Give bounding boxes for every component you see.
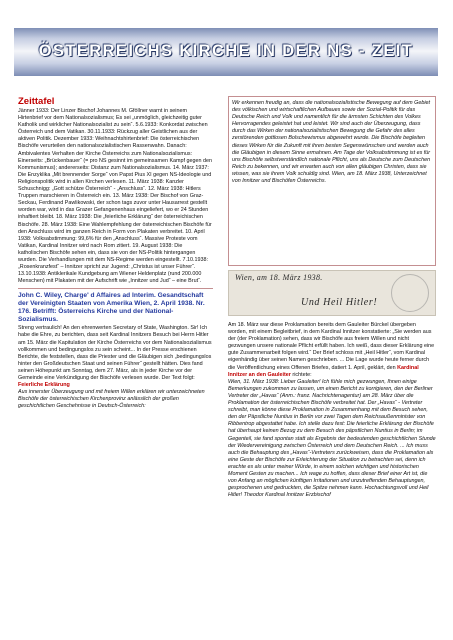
declaration-intro: Aus innerster Überzeugung und mit freiem Willen erklären wir unterzeichneten Bischöfe der österreichischen Kirchenprovinz anlässlich der großen geschichtlichen Geschehnisse in Deutsch-Österreich: [18, 389, 205, 410]
signature-facsimile [228, 270, 436, 316]
letter-text: Wien, 31. März 1938: Lieber Gauleiter! Ich fühle mich gezwungen, Ihnen einige Bemerkungen zukommen zu lassen, um einen Bericht zu korrigieren, den der Berliner Vertreter der „Havas“ (Anm.: franz. Nachrichtenagentur) am 28. März über die Proklamation der österreichischen Bischöfe verbreitet hat. Der „Havas“ - Vertreter schreibt, man könne diese Proklamation in Zusammenhang mit dem Besuch sehen, den der Päpstliche Nuntius in Berlin vor zwei Tagen dem Reichsaußenminister von Ribbentrop abgestattet habe. Ich stelle dazu fest: Die feierliche Erklärung der Bischöfe hat überhaupt keinen Bezug zu dem Besuch des päpstlichen Nuntius in Berlin; im Gegenteil, sie fand spontan statt als Ergebnis der bedeutenden geschichtlichen Stunde der Wiedervereinigung zwischen Österreich und dem Deutschen Reich. ... Ich muss auch die Behauptung des „Havas“-Vertreters zurückweisen, dass die Proklamation als eine Geste der Bischöfe zur Erleichterung der Situation zu betrachten sei, denn ich erachte es als unter meiner Würde, in einem solchen wichtigen und historischen Moment Gesten zu machen... Ich wage zu hoffen, dass dieser Brief einer Art ist, die von Anfang an möglichen künftigen Irritationen und unzutreffenden Behauptungen, gesprochenen und gedruckten, die Spitze nehmen kann. Hochachtungsvoll und Heil Hitler! Theodor Kardinal Innitzer Erzbischof [228, 378, 436, 499]
timeline-text: Jänner 1933: Der Linzer Bischof Johannes M. Gföllner warnt in seinem Hirtenbrief vor dem Nationalsozialismus; Es sei „unmöglich, gleichzeitig guter Katholik und wirklicher Nationalsozialist zu sein“. 5.6.1933: Konkordat zwischen Österreich und dem Vatikan. 30.11.1933: Rückzug aller Geistlichen aus der aktiven Politik. Dezember 1933: Weihnachtshirtenbrief: Die österreichischen Bischöfe verurteilen den nationalsozialistischen Rassenwahn. Danach: Ambivalentes Verhalten der Kirche Österreichs zum Nationalsozialismus: Einerseits: „Brückenbauer“ (= pro NS gesinnt im gemeinsamen Kampf gegen den Kommunismus); andererseits: Distanz zum Nationalsozialismus. 14. März 1937: Die Enzyklika „Mit brennender Sorge“ von Papst Pius XI gegen NS-Ideologie und Religionspolitik wird in allen Kirchen verlesen. 11. März 1938: Kanzler Schuschnigg: „Gott schütze Österreich“ - „Anschluss“. 12. März 1938: Hitlers Truppen marschieren in Österreich ein. 13. März 1938: Der Bischof von Graz-Seckau, Ferdinand Pawlikowski, der schon tags zuvor unter Hausarrest gestellt worden war, wird in das Grazer Gefangenenhaus eingeliefert, wo er 24 Stunden inhaftiert bleibt. 18. März 1938: Die „feierliche Erklärung“ der österreichischen Bischöfe. 28. März 1938: Eine Wahlempfehlung der österreichischen Bischöfe für den Anschluss wird im ganzen Reich in Form von Plakaten verbreitet. 10. April 1938: Volksabstimmung: 99,6% für den „Anschluss“. Massive Proteste vom Vatikan, Kardinal Innitzer wird nach Rom zitiert. 19. August 1938: Die katholischen Bischöfe sehen ein, dass sie von der NS-Politik hintergangen wurden. Die Verhandlungen mit dem NS-Regime werden eingestellt. 7.10.1938: „Rosenkranzfest“ – Innitzer spricht zur Jugend: „Christus ist unser Führer“. 13.10.1938: Antiklerikale Kundgebung am Wiener Heldenplatz (rund 200.000 Menschen) mit Plakaten mit der Aufschrift wie „Innitzer und Jud“ – eine Brut“. [18, 108, 213, 285]
declaration-label: Feierliche Erklärung [18, 382, 70, 389]
context-text: Am 18. März war diese Proklamation bereits dem Gauleiter Bürckel übergeben worden, mit einem Begleitbrief, in dem Kardinal Innitzer konstatierte: „Sie werden aus der (der Proklamation) sehen, dass wir Bischöfe aus freiem Willen und nicht gezwungen unsere nationale Pflicht erfüllt haben. Ich weiß, dass dieser Erklärung eine gute Zusammenarbeit folgen wird.“ Der Brief schloss mit „Heil Hitler“, vom Kardinal eigenhändig über seinen Namen geschrieben. ... Die Lage wurde heute ferner durch die Veröffentlichung eines Offenen Briefes, datiert 1. April, geklärt, den [228, 322, 435, 371]
report-heading: John C. Wiley, Charge' d Affaires ad Interim. Gesandtschaft der Vereinigten Staaten von Amerika Wien, 2. April 1938. Nr. 176. Betrifft: Österreichs Kirche und der National-Sozialismus. [18, 292, 205, 324]
report-body: Streng vertraulich! An den ehrenwerten Secretary of State, Washington. Sir! Ich habe die Ehre, zu berichten, dass seit Kardinal Innitzers Besuch bei Herrn Hitler am 15. März die Kapitulation der Kirche Österreichs vor dem Nationalsozialismus vollkommen und bedingungslos zu sein scheint... In der Presse erschienen Berichte, die feststellen, dass die Priester und die Gläubigen sich „bedingungslos hinter den Großdeutschen Staat und seinen Führer“ gestellt hätten. Dies fand seinen Höhepunkt am Sonntag, dem 27. März, als in jeder Kirche vor der Gemeinde eine Verkündigung der Bischöfe verlesen wurde. Der Text folgt: [18, 325, 212, 381]
title-banner [14, 28, 438, 76]
context-end: richtete: [292, 371, 312, 378]
divider [18, 288, 213, 289]
left-column [18, 96, 213, 632]
report-text [18, 325, 213, 389]
page-title: ÖSTERREICHS KIRCHE IN DER NS - ZEIT [38, 42, 414, 60]
right-column [228, 322, 436, 632]
facsimile-date-line: Wien, am 18. März 1938. [235, 273, 323, 282]
timeline-heading: Zeittafel [18, 96, 55, 107]
seal-stamp [391, 274, 429, 312]
letter-recipient: Kardinal Innitzer an den Gauleiter [228, 364, 419, 378]
declaration-text: Wir erkennen freudig an, dass die nationalsozialistische Bewegung auf dem Gebiet des völkischen und wirtschaftlichen Aufbaues sowie der Sozial-Politik für das Deutsche Reich und Volk und namentlich für die ärmsten Schichten des Volkes Hervorragendes geleistet hat und leistet. Wir sind auch der Überzeugung, dass durch das Wirken der nationalsozialistischen Bewegung die Gefahr des alles zerstörenden gottlosen Bolschewismus abgewehrt wurde. Die Bischöfe begleiten dieses Wirken für die Zukunft mit ihren besten Segenswünschen und werden auch die Gläubigen in diesem Sinne ermahnen. Am Tage der Volksabstimmung ist es für uns Bischöfe selbstverständlich nationale Pflicht, uns als Deutsche zum Deutschen Reich zu bekennen, und wir erwarten auch von allen gläubigen Christen, dass sie wissen, was sie ihrem Volk schuldig sind. Wien, am 18. März 1938, Unterzeichnet von Innitzer und Bischöfen Österreichs. [232, 100, 431, 185]
declaration-box [228, 96, 436, 266]
proclamation-context [228, 322, 436, 379]
facsimile-greeting: Und Heil Hitler! [301, 297, 378, 308]
